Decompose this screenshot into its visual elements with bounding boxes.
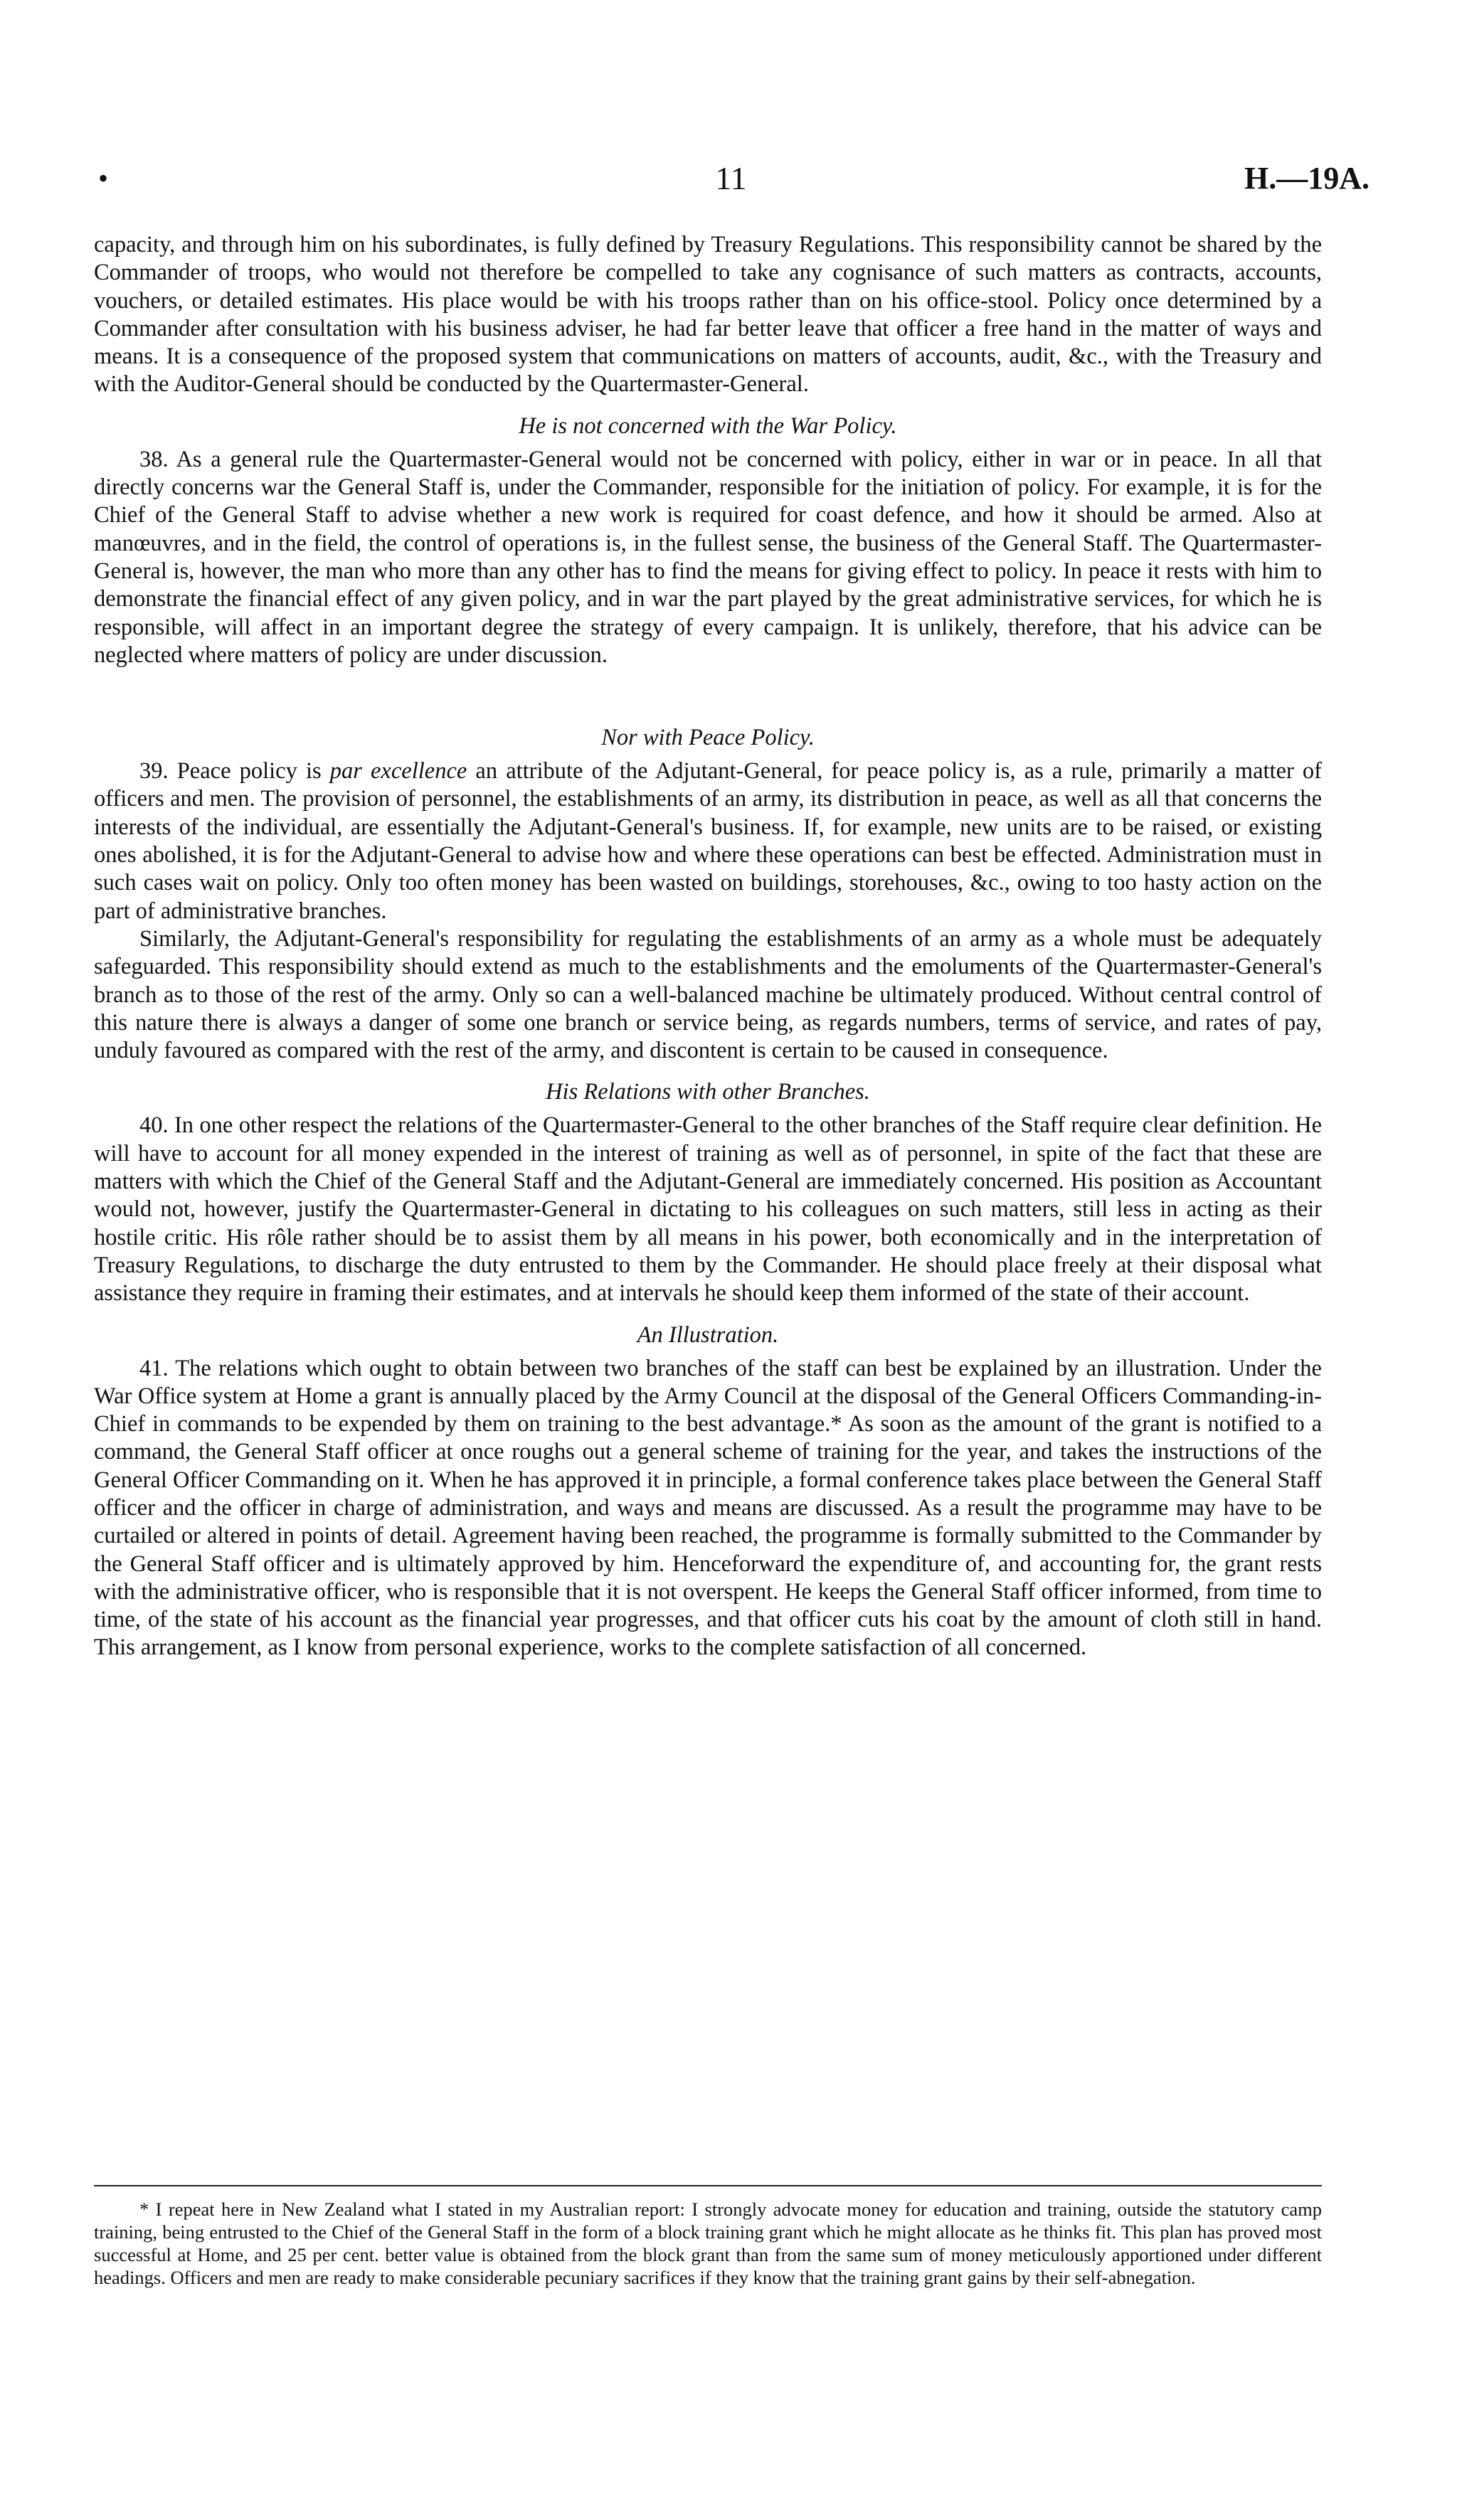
paragraph-38: 38. As a general rule the Quartermaster-General would not be concerned with policy, either in war or in peace. In all that directly concerns war the General Staff is, under the Commander, responsible for the initiation of policy. For example, it is for the Chief of the General Staff to advise whether a new work is required for coast defence, and how it should be armed. Also at manœuvres, and in the field, the control of operations is, in the fullest sense, the business of the General Staff. The Quartermaster-General is, however, the man who more than any other has to find the means for giving effect to policy. In peace it rests with him to demonstrate the financial effect of any given policy, and in war the part played by the great administrative services, for which he is responsible, will affect in an important degree the strategy of every campaign. It is unlikely, therefore, that his advice can be neglected where matters of policy are under discussion. xyxy=(94,446,1322,668)
paragraph-39 xyxy=(94,757,1322,925)
section-gap xyxy=(94,669,1322,711)
paragraph-39b: Similarly, the Adjutant-General's responsibility for regulating the establishments of an army as a whole must be adequately safeguarded. This responsibility should extend as much to the establishments and the emoluments of the Quartermaster-General's branch as to those of the rest of the army. Only so can a well-balanced machine be ultimately produced. Without central control of this nature there is always a danger of some one branch or service being, as regards numbers, terms of service, and rates of pay, unduly favoured as compared with the rest of the army, and discontent is certain to be caused in consequence. xyxy=(94,925,1322,1064)
footnote-divider xyxy=(94,2185,1322,2186)
paragraph-41: 41. The relations which ought to obtain between two branches of the staff can best be explained by an illustration. Under the War Office system at Home a grant is annually placed by the Army Council at the disposal of the General Officers Commanding-in-Chief in commands to be expended by them on training to the best advantage.* As soon as the amount of the grant is notified to a command, the General Staff officer at once roughs out a general scheme of training for the year, and takes the instructions of the General Officer Commanding on it. When he has approved it in principle, a formal conference takes place between the General Staff officer and the officer in charge of administration, and ways and means are discussed. As a result the programme may have to be curtailed or altered in points of detail. Agreement having been reached, the programme is formally submitted to the Commander by the General Staff officer and is ultimately approved by him. Henceforward the expenditure of, and accounting for, the grant rests with the administrative officer, who is responsible that it is not overspent. He keeps the General Staff officer informed, from time to time, of the state of his account as the financial year progresses, and that officer cuts his coat by the amount of cloth still in hand. This arrangement, as I know from personal experience, works to the complete satisfaction of all concerned. xyxy=(94,1355,1322,1661)
paragraph-39-lead: 39. Peace policy is xyxy=(139,758,330,785)
paragraph-intro: capacity, and through him on his subordinates, is fully defined by Treasury Regulations. This responsibility cannot be shared by the Commander of troops, who would not therefore be compelled to take any cognisance of such matters as contracts, accounts, vouchers, or detailed estimates. His place would be with his troops rather than on his office-stool. Policy once determined by a Commander after consultation with his business adviser, he had far better leave that officer a free hand in the matter of ways and means. It is a consequence of the proposed system that communications on matters of accounts, audit, &c., with the Treasury and with the Auditor-General should be conducted by the Quartermaster-General. xyxy=(94,232,1322,398)
section-heading-war-policy: He is not concerned with the War Policy. xyxy=(519,413,897,439)
paragraph-39-italic: par excellence xyxy=(329,758,467,785)
footnote-text: * I repeat here in New Zealand what I stated in my Australian report: I strongly advocate money for education and training, outside the statutory camp training, being entrusted to the Chief of the General Staff in the form of a block training grant which he might allocate as he thinks fit. This plan has proved most successful at Home, and 25 per cent. better value is obtained from the block grant than from the same sum of money meticulously apportioned under different headings. Officers and men are ready to make considerable pecuniary sacrifices if they know that the training grant gains by their self-abnegation. xyxy=(94,2199,1322,2288)
paragraph-40: 40. In one other respect the relations of the Quartermaster-General to the other branches of the Staff require clear definition. He will have to account for all money expended in the interest of training as well as of personnel, in spite of the fact that these are matters with which the Chief of the General Staff and the Adjutant-General are immediately concerned. His position as Accountant would not, however, justify the Quartermaster-General in dictating to his colleagues on such matters, still less in acting as their hostile critic. His rôle rather should be to assist them by all means in his power, both economically and in the interpretation of Treasury Regulations, to discharge the duty entrusted to them by the Commander. He should place freely at their disposal what assistance they require in framing their estimates, and at intervals he should keep them informed of the state of their account. xyxy=(94,1112,1322,1307)
section-heading-illustration: An Illustration. xyxy=(637,1322,779,1348)
page-header xyxy=(92,161,1370,203)
section-heading-peace-policy: Nor with Peace Policy. xyxy=(601,725,815,751)
footnote xyxy=(94,2198,1322,2289)
section-heading-relations: His Relations with other Branches. xyxy=(546,1079,870,1105)
paragraph-39-rest: an attribute of the Adjutant-General, for peace policy is, as a rule, primarily a matter of officers and men. The provision of personnel, the establishments of an army, its distribution in peace, as well as all that concerns the interests of the individual, are essentially the Adjutant-General's business. If, for example, new units are to be raised, or existing ones abolished, it is for the Adjutant-General to advise how and where these operations can best be effected. Administration must in such cases wait on policy. Only too often money has been wasted on buildings, storehouses, &c., owing to too hasty action on the part of administrative branches. xyxy=(94,758,1322,924)
header-dot: • xyxy=(98,162,109,194)
page-number: 11 xyxy=(715,160,747,196)
body-text xyxy=(94,231,1322,1662)
document-reference: H.—19A. xyxy=(1244,161,1370,196)
